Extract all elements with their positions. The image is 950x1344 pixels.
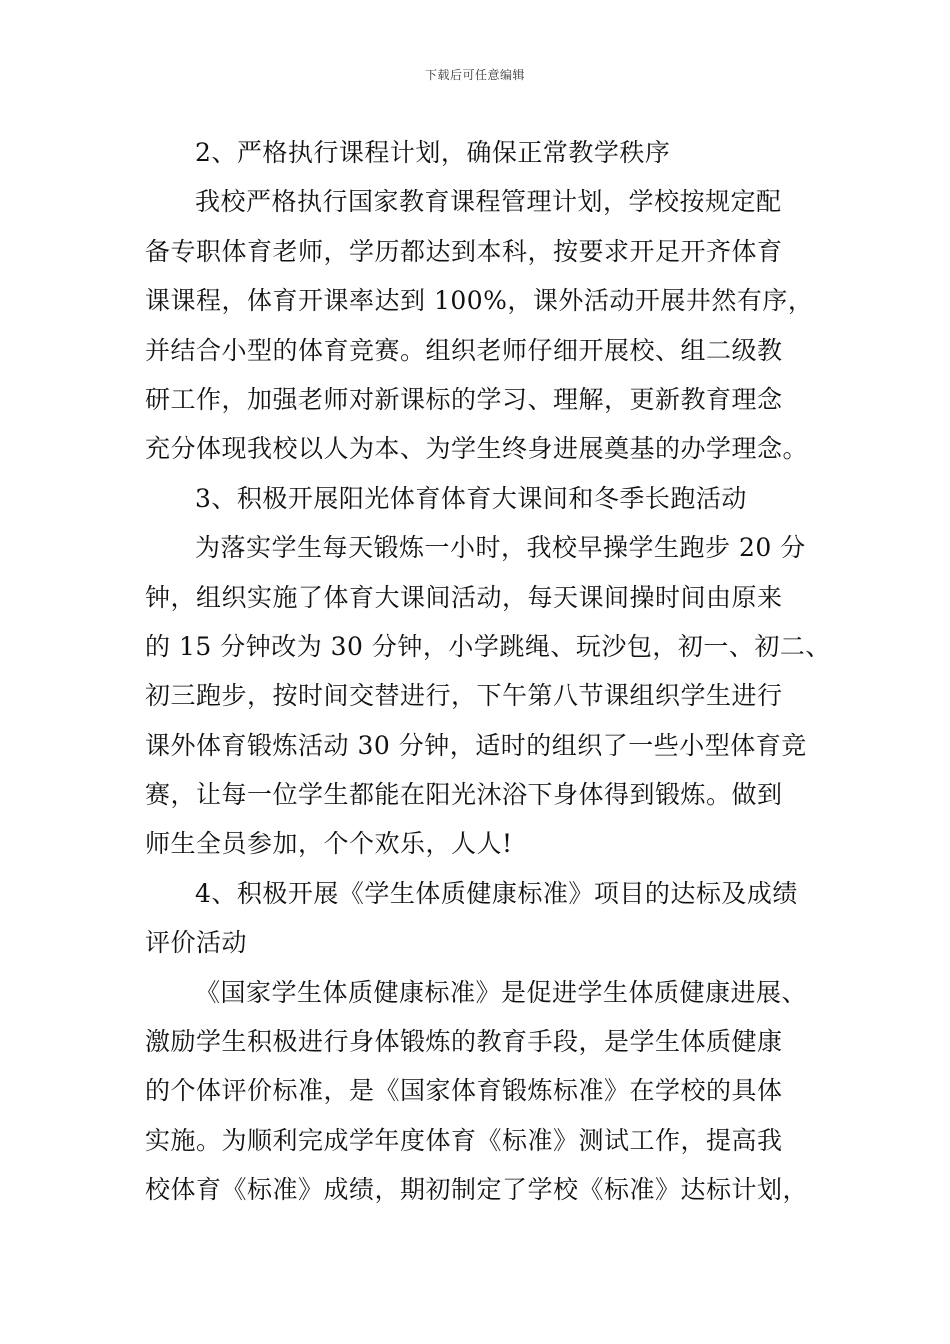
paragraph-line: 课外体育锻炼活动 30 分钟，适时的组织了一些小型体育竞: [145, 730, 807, 760]
paragraph-line: 课课程，体育开课率达到 100%，课外活动开展井然有序，: [145, 286, 814, 316]
section-heading-4-cont: 评价活动: [145, 928, 248, 958]
paragraph-line: 的 15 分钟改为 30 分钟，小学跳绳、玩沙包，初一、初二、: [145, 631, 831, 661]
paragraph-line: 实施。为顺利完成学年度体育《标准》测试工作，提高我: [145, 1125, 783, 1155]
paragraph-line: 为落实学生每天锻炼一小时，我校早操学生跑步 20 分: [195, 533, 806, 563]
paragraph-line: 并结合小型的体育竞赛。组织老师仔细开展校、组二级教: [145, 335, 783, 365]
paragraph-line: 赛，让每一位学生都能在阳光沐浴下身体得到锻炼。做到: [145, 780, 783, 810]
paragraph-line: 初三跑步，按时间交替进行，下午第八节课组织学生进行: [145, 681, 783, 711]
paragraph-line: 备专职体育老师，学历都达到本科，按要求开足开齐体育: [145, 236, 783, 266]
paragraph-line: 激励学生积极进行身体锻炼的教育手段，是学生体质健康: [145, 1027, 783, 1057]
page-header-note: 下载后可任意编辑: [424, 68, 525, 82]
section-heading-3: 3、积极开展阳光体育体育大课间和冬季长跑活动: [195, 483, 747, 513]
section-heading-2: 2、严格执行课程计划，确保正常教学秩序: [195, 138, 671, 167]
paragraph-line: 《国家学生体质健康标准》是促进学生体质健康进展、: [195, 977, 808, 1007]
paragraph-line: 充分体现我校以人为本、为学生终身进展奠基的办学理念。: [145, 434, 809, 464]
paragraph-line: 研工作，加强老师对新课标的学习、理解，更新教育理念: [145, 384, 783, 414]
paragraph-line: 师生全员参加，个个欢乐，人人!: [145, 829, 513, 859]
paragraph-line: 钟，组织实施了体育大课间活动，每天课间操时间由原来: [145, 582, 783, 612]
paragraph-line: 校体育《标准》成绩，期初制定了学校《标准》达标计划，: [145, 1175, 809, 1205]
section-heading-4: 4、积极开展《学生体质健康标准》项目的达标及成绩: [195, 878, 798, 908]
paragraph-line: 的个体评价标准，是《国家体育锻炼标准》在学校的具体: [145, 1076, 783, 1106]
document-body: [145, 128, 831, 1215]
paragraph-line: 我校严格执行国家教育课程管理计划，学校按规定配: [195, 187, 782, 217]
